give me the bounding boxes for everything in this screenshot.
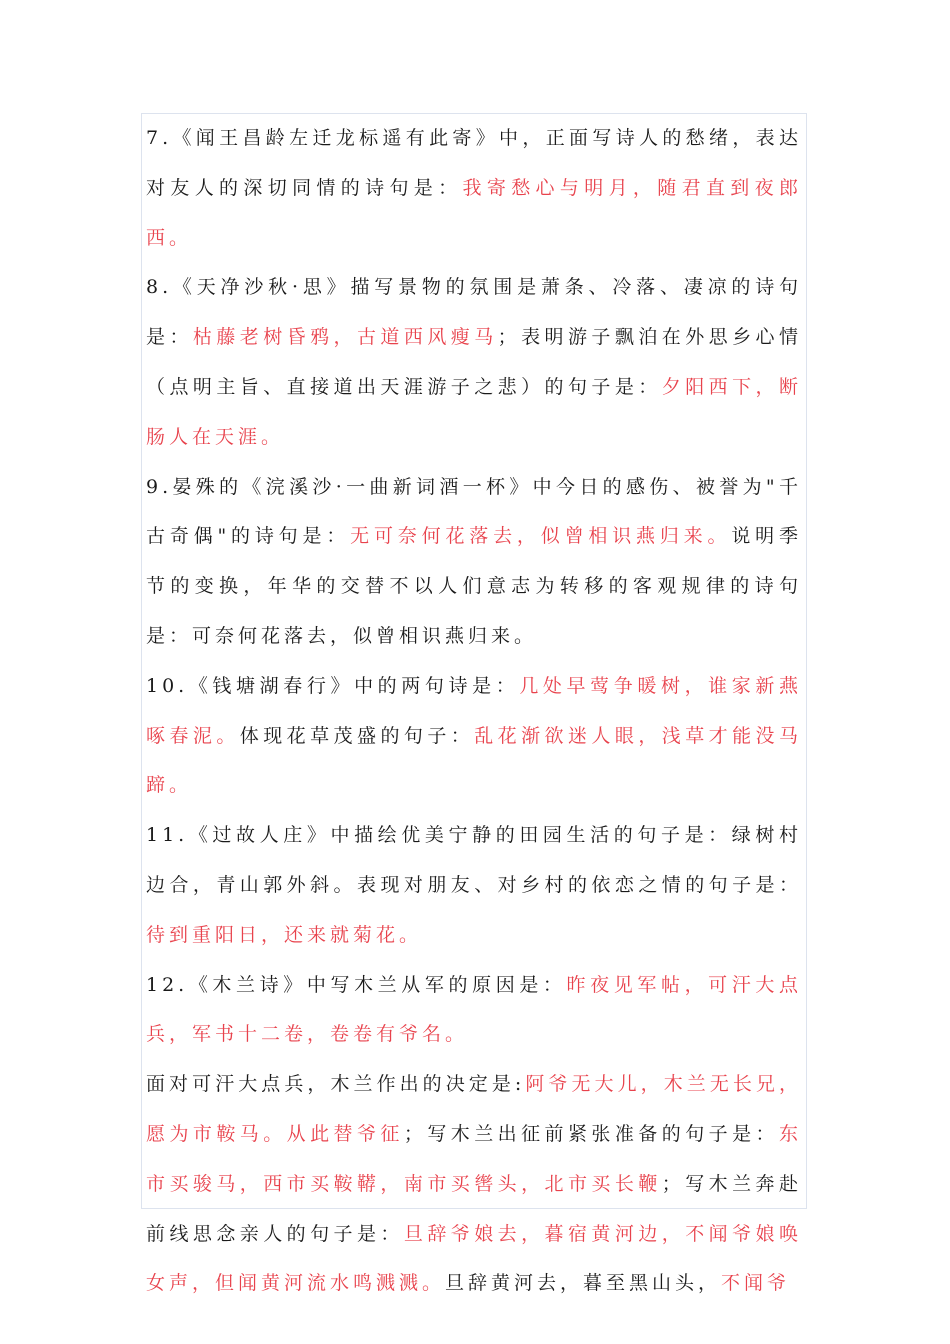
question-text: 旦辞黄河去，暮至黑山头，: [445, 1272, 722, 1295]
question-text: 10.《钱塘湖春行》中的两句诗是：: [146, 674, 520, 697]
answer-text: 昨夜见军帖，可汗大点兵，军书十二卷，卷卷有爷名。: [146, 973, 802, 1046]
paragraph-q7: [146, 114, 802, 263]
answer-text: 几处早莺争暖树，谁家新燕啄春泥。: [146, 674, 802, 747]
question-text: 9.晏殊的《浣溪沙·一曲新词酒一杯》中今日的感伤、被誉为"千古奇偶"的诗句是：: [146, 475, 802, 548]
paragraph-q9: [146, 463, 802, 662]
question-text: 面对可汗大点兵，木兰作出的决定是:: [146, 1073, 526, 1096]
question-text: 7.《闻王昌龄左迁龙标遥有此寄》中，正面写诗人的愁绪，表达对友人的深切同情的诗句是：: [146, 127, 802, 199]
answer-text: 待到重阳日，还来就菊花。: [146, 923, 423, 946]
answer-text: 无可奈何花落去，似曾相识燕归来。: [350, 525, 732, 548]
answer-text: 乱花渐欲迷人眼，浅草才能没马蹄。: [146, 724, 802, 797]
answer-text: 我寄愁心与明月，随君直到夜郎西。: [146, 176, 802, 249]
document-page-frame: [141, 113, 807, 1295]
question-text: ；写木兰出征前紧张准备的句子是：: [403, 1122, 779, 1145]
answer-text: 旦辞爷娘去，暮宿黄河边，不闻爷娘唤女声，但闻黄河流水鸣溅溅。: [146, 1222, 802, 1295]
answer-text: 夕阳西下，断肠人在天涯。: [146, 375, 802, 448]
answer-text: 阿爷无大儿，木兰无长兄，愿为市鞍马。从此替爷征: [146, 1073, 802, 1145]
question-text: ；表明游子飘泊在外思乡心情（点明主旨、直接道出天涯游子之悲）的句子是：: [146, 326, 802, 398]
question-text: ；写木兰奔赴前线思念亲人的句子是：: [146, 1172, 802, 1245]
answer-text: 枯藤老树昏鸦，古道西风瘦马: [192, 326, 498, 349]
answer-text: 东市买骏马，西市买鞍鞯，南市买辔头，北市买长鞭: [146, 1122, 802, 1195]
paragraph-q12: [146, 961, 802, 1061]
answer-text: 不闻爷: [721, 1272, 791, 1295]
question-text: 8.《天净沙秋·思》描写景物的氛围是萧条、冷落、凄凉的诗句是：: [146, 276, 802, 349]
question-text: 11.《过故人庄》中描绘优美宁静的田园生活的句子是：绿树村边合，青山郭外斜。表现对朋友、对乡村的依恋之情的句子是：: [146, 824, 802, 896]
paragraph-q8: [146, 263, 802, 462]
question-text: 体现花草茂盛的句子：: [239, 724, 475, 747]
paragraph-q12b: [146, 1060, 802, 1309]
question-text: 说明季节的变换，年华的交替不以人们意志为转移的客观规律的诗句是：可奈何花落去，似曾相识燕归来。: [146, 525, 802, 647]
paragraph-q10: [146, 662, 802, 811]
question-text: 12.《木兰诗》中写木兰从军的原因是：: [146, 973, 567, 996]
document-body: [146, 114, 802, 1309]
paragraph-q11: [146, 811, 802, 960]
